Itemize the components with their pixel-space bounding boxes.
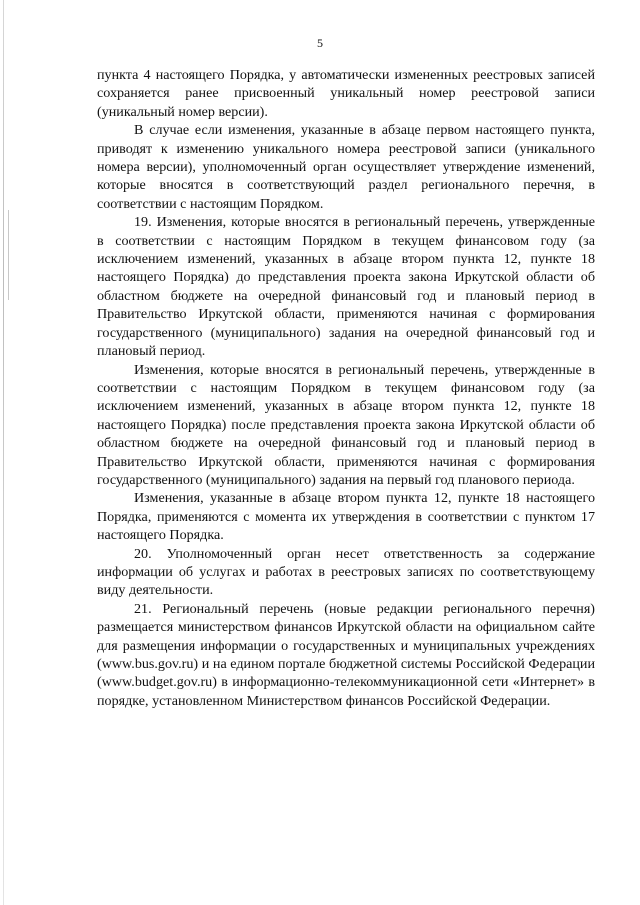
page-number: 5 (317, 36, 323, 50)
paragraph-continuation: пункта 4 настоящего Порядка, у автоматически измененных реестровых записей сохраняется ранее присвоенный уникальный номер реестровой записи (уникальный номер версии). (97, 67, 595, 120)
paragraph-21: 21. Региональный перечень (новые редакции регионального перечня) размещается министерством финансов Иркутской области на официальном сайте для размещения информации о государственных и муниципальных учреждениях (www.bus.gov.ru) и на едином портале бюджетной системы Российской Федерации (www.budget.gov.ru) в информационно-телекоммуникационной сети «Интернет» в порядке, установленном Министерством финансов Российской Федерации. (97, 600, 595, 709)
document-body (97, 66, 595, 710)
paragraph-19-third: Изменения, указанные в абзаце втором пункта 12, пункте 18 настоящего Порядка, применяются с момента их утверждения в соответствии с пунктом 17 настоящего Порядка. (97, 490, 595, 544)
scan-edge-mark (8, 210, 9, 300)
paragraph-20: 20. Уполномоченный орган несет ответственность за содержание информации об услугах и работах в реестровых записях по соответствующему виду деятельности. (97, 545, 595, 599)
scan-edge-line (3, 0, 4, 905)
paragraph-18-second: В случае если изменения, указанные в абзаце первом настоящего пункта, приводят к изменению уникального номера реестровой записи (уникального номера версии), уполномоченный орган осуществляет утверждение изменений, которые вносятся в соответствующий раздел регионального перечня, в соответствии с настоящим Порядком. (97, 122, 595, 212)
paragraph-19-second: Изменения, которые вносятся в региональный перечень, утвержденные в соответствии с настоящим Порядком в текущем финансовом году (за исключением изменений, указанных в абзаце втором пункта 12, пункте 18 настоящего Порядка) после представления проекта закона Иркутской области об областном бюджете на очередной финансовый год и плановый период в Правительство Иркутской области, применяются начиная с формирования государственного (муниципального) задания на первый год планового периода. (97, 361, 595, 488)
paragraph-19: 19. Изменения, которые вносятся в региональный перечень, утвержденные в соответствии с настоящим Порядком в текущем финансовом году (за исключением изменений, указанных в абзаце втором пункта 12, пункте 18 настоящего Порядка) до представления проекта закона Иркутской области об областном бюджете на очередной финансовый год и плановый период в Правительство Иркутской области, применяются начиная с формирования государственного (муниципального) задания на очередной финансовый год и плановый период. (97, 214, 595, 360)
